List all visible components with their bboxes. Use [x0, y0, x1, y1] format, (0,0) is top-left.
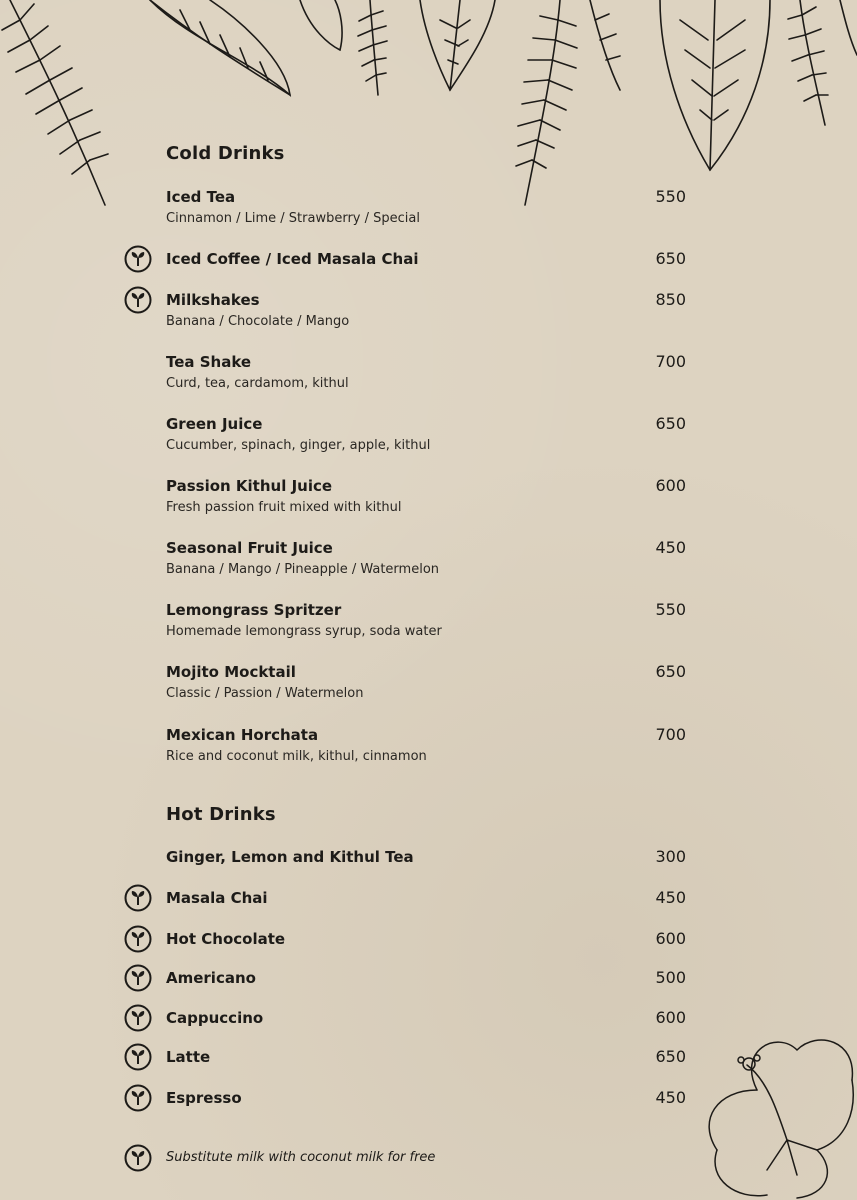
item-name: Milkshakes	[166, 291, 260, 309]
item-description: Curd, tea, cardamom, kithul	[166, 376, 349, 391]
menu-item	[166, 414, 686, 455]
item-name: Espresso	[166, 1089, 242, 1107]
footnote-text: Substitute milk with coconut milk for free	[166, 1150, 436, 1165]
item-description: Rice and coconut milk, kithul, cinnamon	[166, 749, 427, 764]
menu-item	[166, 1088, 686, 1108]
item-price: 600	[655, 929, 686, 948]
item-name: Iced Coffee / Iced Masala Chai	[166, 250, 419, 268]
hibiscus-decoration-icon	[697, 1030, 857, 1200]
menu-item	[166, 476, 686, 517]
item-name: Americano	[166, 969, 256, 987]
item-description: Homemade lemongrass syrup, soda water	[166, 624, 442, 639]
menu-item	[166, 290, 686, 331]
item-price: 850	[655, 290, 686, 309]
item-description: Fresh passion fruit mixed with kithul	[166, 500, 402, 515]
menu-item	[166, 888, 686, 908]
item-price: 700	[655, 352, 686, 371]
item-name: Iced Tea	[166, 188, 236, 206]
menu-item	[166, 968, 686, 988]
sprout-icon	[124, 245, 152, 273]
leaf-decoration-icon	[0, 0, 857, 215]
item-name: Lemongrass Spritzer	[166, 601, 342, 619]
sprout-icon	[124, 964, 152, 992]
item-description: Cucumber, spinach, ginger, apple, kithul	[166, 438, 431, 453]
item-price: 300	[655, 847, 686, 866]
item-description: Classic / Passion / Watermelon	[166, 686, 364, 701]
sprout-icon	[124, 1084, 152, 1112]
item-description: Cinnamon / Lime / Strawberry / Special	[166, 211, 420, 226]
menu-item	[166, 725, 686, 766]
item-name: Latte	[166, 1048, 211, 1066]
menu-item	[166, 1008, 686, 1028]
item-name: Mexican Horchata	[166, 726, 319, 744]
menu-item	[166, 1047, 686, 1067]
sprout-icon	[124, 1144, 152, 1172]
item-description: Banana / Mango / Pineapple / Watermelon	[166, 562, 440, 577]
item-name: Tea Shake	[166, 353, 252, 371]
menu-item	[166, 187, 686, 228]
item-price: 650	[655, 1047, 686, 1066]
sprout-icon	[124, 1043, 152, 1071]
item-name: Seasonal Fruit Juice	[166, 539, 333, 557]
menu-item	[166, 600, 686, 641]
menu-item	[166, 662, 686, 703]
item-price: 650	[655, 662, 686, 681]
menu-item	[166, 929, 686, 949]
item-name: Mojito Mocktail	[166, 663, 296, 681]
sprout-icon	[124, 925, 152, 953]
item-name: Ginger, Lemon and Kithul Tea	[166, 848, 414, 866]
item-price: 450	[655, 1088, 686, 1107]
sprout-icon	[124, 884, 152, 912]
menu-item	[166, 538, 686, 579]
item-price: 550	[655, 600, 686, 619]
section-title-hot-drinks: Hot Drinks	[166, 804, 276, 825]
item-price: 650	[655, 414, 686, 433]
item-name: Hot Chocolate	[166, 930, 286, 948]
item-name: Masala Chai	[166, 889, 268, 907]
item-price: 700	[655, 725, 686, 744]
item-description: Banana / Chocolate / Mango	[166, 314, 350, 329]
item-name: Green Juice	[166, 415, 263, 433]
item-price: 450	[655, 538, 686, 557]
item-name: Cappuccino	[166, 1009, 264, 1027]
item-price: 450	[655, 888, 686, 907]
item-price: 550	[655, 187, 686, 206]
sprout-icon	[124, 286, 152, 314]
item-price: 650	[655, 249, 686, 268]
item-price: 600	[655, 1008, 686, 1027]
sprout-icon	[124, 1004, 152, 1032]
item-name: Passion Kithul Juice	[166, 477, 333, 495]
item-price: 500	[655, 968, 686, 987]
menu-item	[166, 249, 686, 269]
item-price: 600	[655, 476, 686, 495]
menu-item	[166, 847, 686, 867]
section-title-cold-drinks: Cold Drinks	[166, 143, 285, 164]
menu-item	[166, 352, 686, 393]
